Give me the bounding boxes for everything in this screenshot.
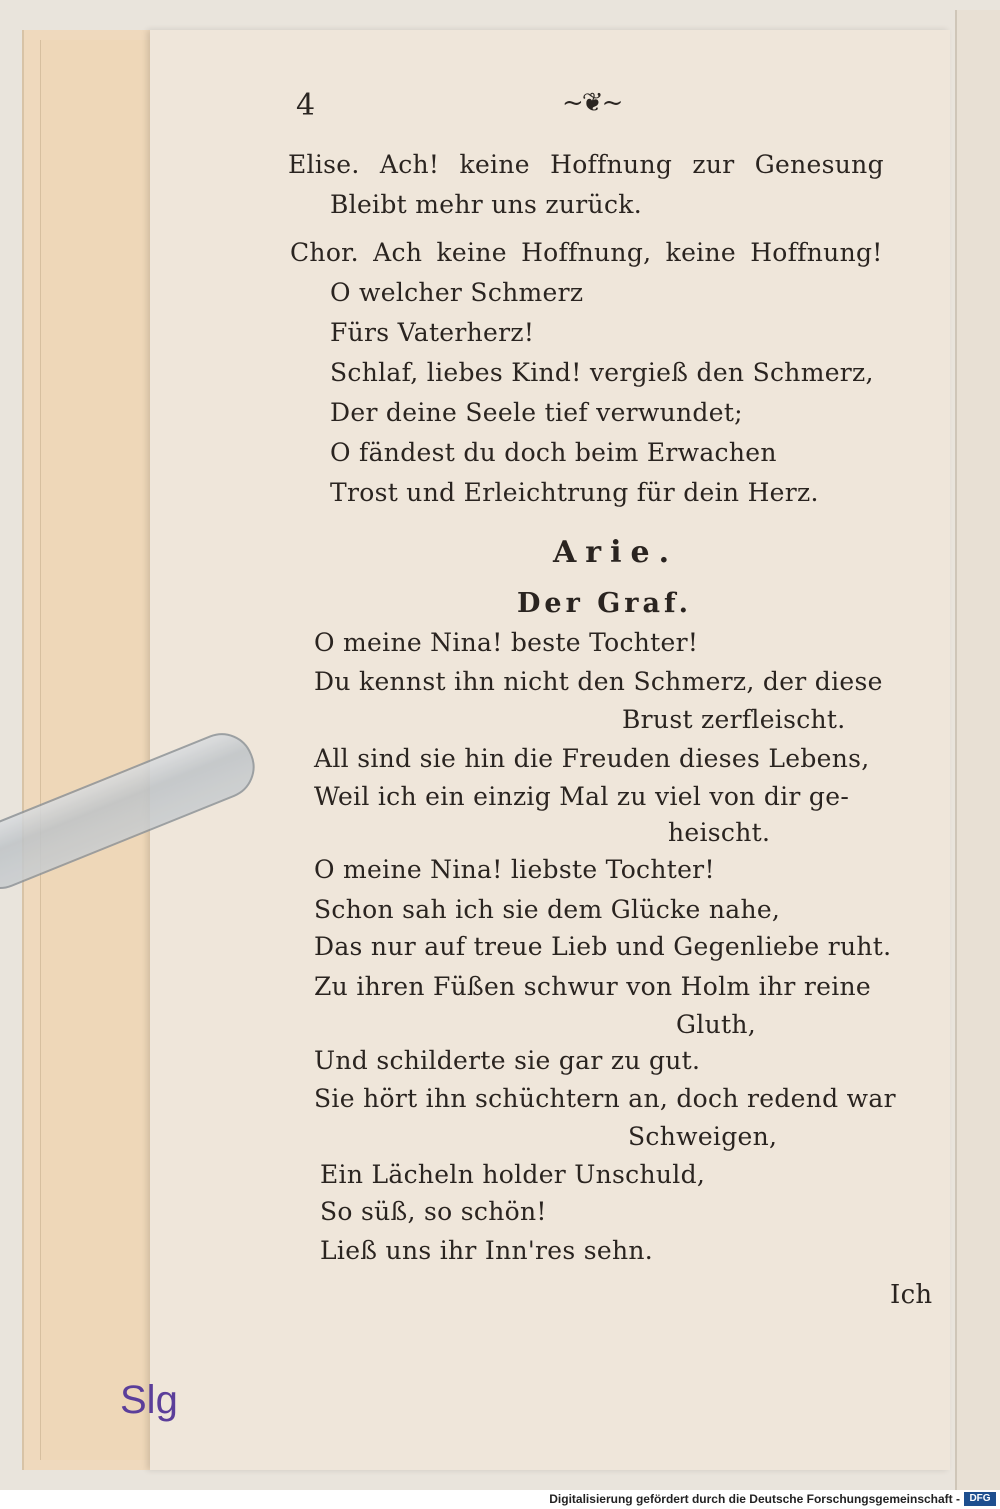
text-line: O meine Nina! liebste Tochter!	[314, 855, 715, 884]
text-line: Elise. Ach! keine Hoffnung zur Genesung	[288, 150, 884, 179]
text-line: O meine Nina! beste Tochter!	[314, 628, 699, 657]
text-line: heischt.	[668, 818, 771, 847]
text-line: So süß, so schön!	[320, 1197, 547, 1226]
text-line: All sind sie hin die Freuden dieses Lebens,	[314, 744, 870, 773]
text-line: O welcher Schmerz	[330, 278, 584, 307]
text-line: Das nur auf treue Lieb und Gegenliebe ruht.	[314, 932, 892, 961]
text-line: Ließ uns ihr Inn'res sehn.	[320, 1236, 654, 1265]
text-line: Bleibt mehr uns zurück.	[330, 190, 642, 219]
footer-credit: Digitalisierung gefördert durch die Deutsche Forschungsgemeinschaft -	[549, 1492, 960, 1506]
text-line: Zu ihren Füßen schwur von Holm ihr reine	[314, 972, 871, 1001]
text-line: Und schilderte sie gar zu gut.	[314, 1046, 701, 1075]
text-line: Gluth,	[676, 1010, 756, 1039]
text-line: Weil ich ein einzig Mal zu viel von dir ge-	[314, 782, 850, 811]
text-line: Der deine Seele tief verwundet;	[330, 398, 743, 427]
text-line: Fürs Vaterherz!	[330, 318, 535, 347]
aria-speaker: Der Graf.	[517, 588, 693, 619]
text-line: O fändest du doch beim Erwachen	[330, 438, 777, 467]
page-number: 4	[296, 88, 316, 123]
text-line: Du kennst ihn nicht den Schmerz, der diese	[314, 667, 883, 696]
text-line: Trost und Erleichtrung für dein Herz.	[330, 478, 819, 507]
library-stamp: Slg	[120, 1378, 178, 1422]
text-line: Schlaf, liebes Kind! vergieß den Schmerz,	[330, 358, 874, 387]
text-line: Brust zerfleischt.	[622, 705, 846, 734]
header-ornament: ~❦~	[562, 88, 622, 118]
text-line: Sie hört ihn schüchtern an, doch redend war	[314, 1084, 896, 1113]
text-line: Chor. Ach keine Hoffnung, keine Hoffnung!	[290, 238, 883, 267]
facing-page-edge	[955, 10, 1000, 1490]
dfg-logo: DFG	[964, 1492, 996, 1506]
catchword: Ich	[890, 1280, 933, 1310]
text-line: Schon sah ich sie dem Glücke nahe,	[314, 895, 781, 924]
text-line: Ein Lächeln holder Unschuld,	[320, 1160, 706, 1189]
text-line: Schweigen,	[628, 1122, 778, 1151]
aria-heading: Arie.	[553, 535, 679, 570]
